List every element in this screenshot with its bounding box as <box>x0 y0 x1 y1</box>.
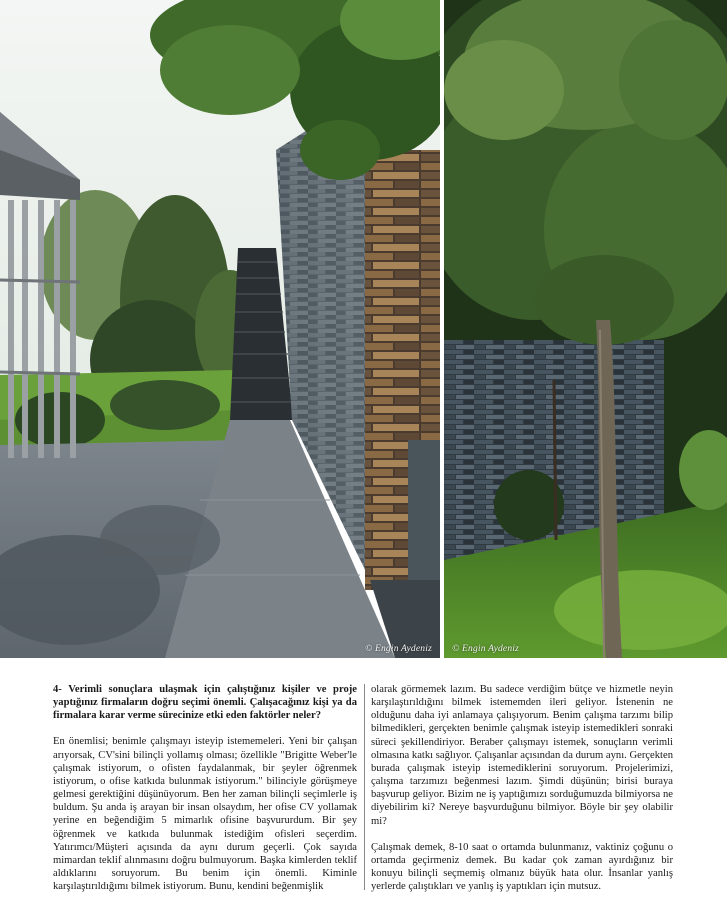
answer-paragraph-3: Çalışmak demek, 8-10 saat o ortamda bulunmanız, vaktiniz çoğunu o ortamda geçirmeniz demek. Bu kadar çok zaman ayırdığınız bir konuyu bilinçli seçmemiş olmanız büyük hata olur. İnsanlar yanlış yerlerde çalıştıkları ve yanlış iş yaptıkları için mutsuz. <box>371 841 673 893</box>
article-column-right <box>371 683 673 906</box>
courtyard-illustration <box>0 0 440 658</box>
photo-tree-garden <box>444 0 727 658</box>
tree-illustration <box>444 0 727 658</box>
answer-paragraph-2: olarak görmemek lazım. Bu sadece verdiğim bütçe ve hizmetle neyin karşılaştırıldığını bilmek istememden ileri geliyor. İstenenin ne olduğunu daha iyi anlamaya çalışıyorum. Benim çalışma tarzımı bilip bilmedikleri, gerçekten benimle çalışmak isteyip istemedikleri sonraki süreci şekillendiriyor. Beraber çalışmayı istemek, sonuçların verimli olmasına katkı sağlıyor. Çalışanlar açısından da durum aynı. Gerçekten burada çalışmak isteyip istemediklerini soruyorum. Projelerimizi, çalışma tarzımızı beğenmesi lazım. Şimdi düşünün; birisi buraya başvurup geliyor. Bizim ne iş yaptığımızı sorduğumuzda bilmiyorsa ne diyebilirim ki? Nereye başvurduğunu bilmiyor. Böyle bir şey olabilir mi? <box>371 684 673 827</box>
column-divider <box>364 684 365 890</box>
photo-credit-right: © Engin Aydeniz <box>452 644 520 654</box>
photo-credit-left: © Engin Aydeniz <box>364 644 432 654</box>
photo-courtyard-stairs <box>0 0 440 658</box>
answer-paragraph-1: En önemlisi; benimle çalışmayı isteyip istememeleri. Yeni bir çalışan arıyorsak, CV'sini bilinçli yollamış olması; özellikle "Brigitte Weber'le çalışmak istiyorum, o ofisten faydalanmak, bir şeyler öğrenmek istiyorum, o ofise katkıda bulunmak istiyorum." bilinciyle görüşmeye gelmesi gerektiğini düşünüyorum. Ben her zaman bilinçli seçimlerle iş buldum. Şu anda iş arayan bir insan olsaydım, her ofise CV yollamak yerine en beğendiğim 5 mimarlık ofisine başvururdum. Bir şey öğrenmek ve katkıda bulunmak istediğim ofisleri seçerdim. Yatırımcı/Müşteri açısında da aynı durum geçerli. Çok sayıda mimardan teklif alınmasını doğru bulmuyorum. Başka kimlerden teklif aldıklarını soruyorum. Bu benim için önemli. Kiminle karşılaştırıldığımı bilmek istiyorum. Bunu, kendini beğenmişlik <box>53 736 357 893</box>
article-column-left <box>53 683 357 906</box>
interview-question: 4- Verimli sonuçlara ulaşmak için çalıştığınız kişiler ve proje yaptığınız firmaların doğru seçimi önemli. Çalışacağınız kişi ya da firmalara karar verme sürecinize etki eden faktörler neler? <box>53 684 357 722</box>
